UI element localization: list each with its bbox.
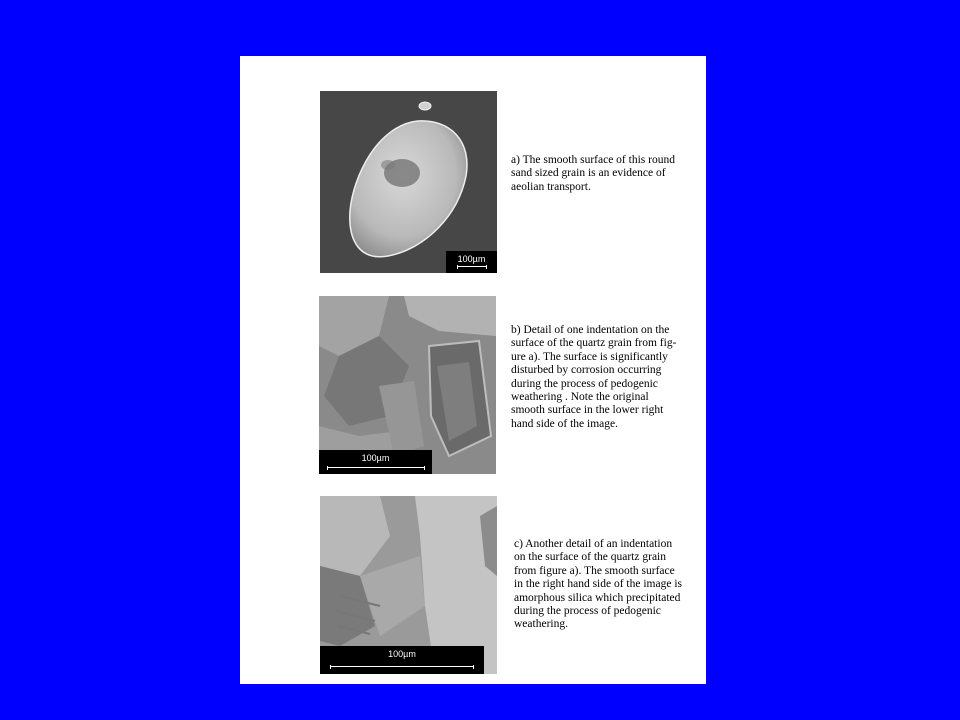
sem-image-round-grain xyxy=(320,91,497,273)
surface-texture-b xyxy=(319,296,496,474)
scale-label-c: 100µm xyxy=(388,649,416,659)
scale-label-a: 100µm xyxy=(457,254,486,264)
scale-line-b xyxy=(327,466,425,470)
sem-image-amorphous-silica xyxy=(320,496,497,674)
caption-b: b) Detail of one indentation on the surface of the quartz grain from fig- ure a). The surface is significantly disturbed by corrosion occurring during the process of pedogenic weathering . Note the original smooth surface in the lower right hand side of the image. xyxy=(511,324,677,430)
sem-image-indentation-detail xyxy=(319,296,496,474)
document-page xyxy=(240,56,706,684)
scale-bar-b xyxy=(319,450,432,474)
scale-line-c xyxy=(330,665,474,669)
grain-illustration xyxy=(320,91,497,273)
caption-c: c) Another detail of an indentation on the surface of the quartz grain from figure a). The smooth surface in the right hand side of the image is amorphous silica which precipitated during the process of pedogenic weathering. xyxy=(514,538,682,631)
scale-bar-c xyxy=(320,646,484,674)
caption-a: a) The smooth surface of this round sand sized grain is an evidence of aeolian transport. xyxy=(511,154,675,193)
scale-line-a xyxy=(457,265,487,269)
scale-label-b: 100µm xyxy=(361,453,390,463)
scale-bar-a xyxy=(446,251,497,273)
